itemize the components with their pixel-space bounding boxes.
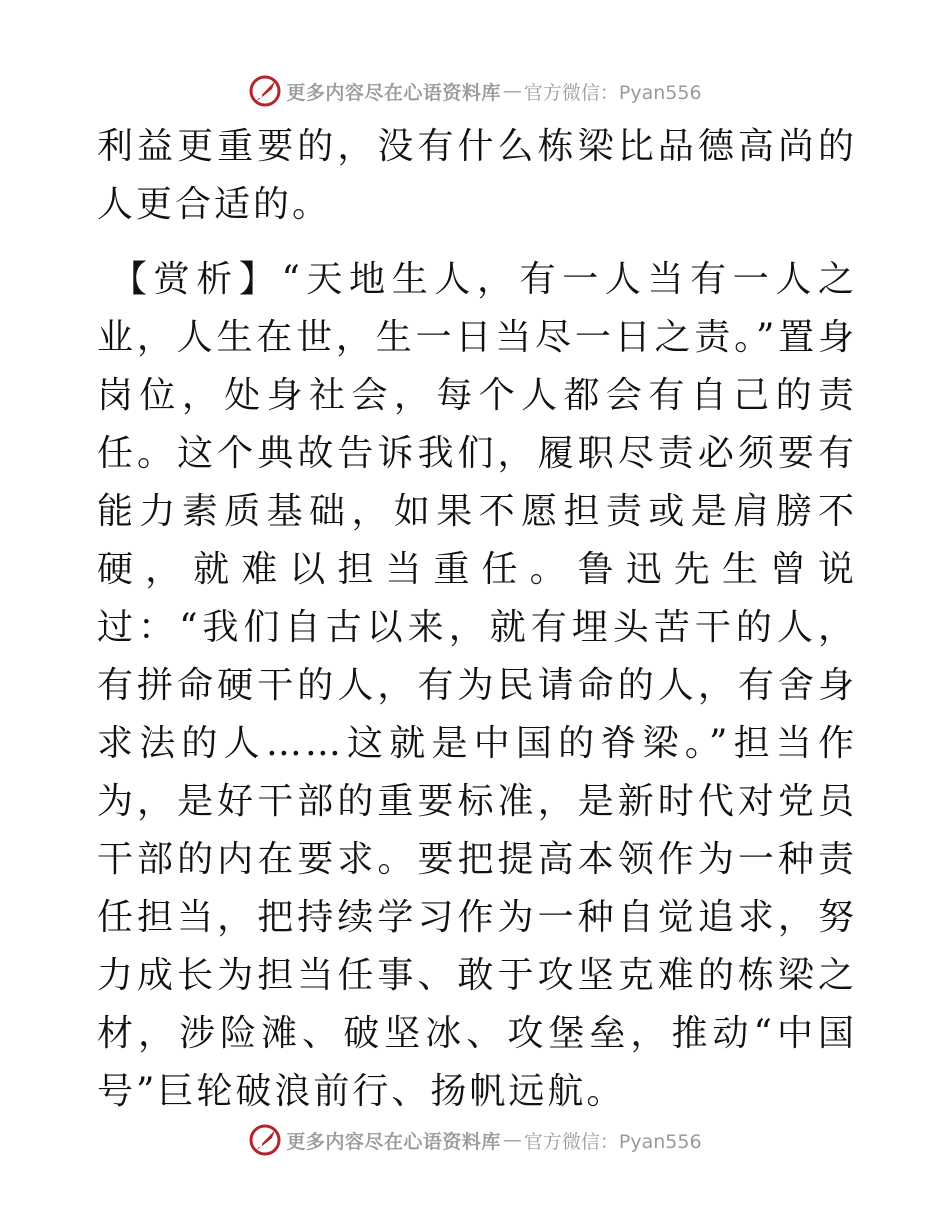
footer-wechat-id: 官方微信：Pyan556 bbox=[523, 1130, 702, 1153]
footer-dash: — bbox=[502, 1129, 522, 1151]
header-wechat-id: 官方微信：Pyan556 bbox=[523, 81, 702, 104]
header-site-name: 更多内容尽在心语资料库 bbox=[286, 81, 501, 104]
paragraph-2-appreciation: 【赏析】“天地生人，有一人当有一人之业，人生在世，生一日当尽一日之责。”置身岗位，处身社会，每个人都会有自己的责任。这个典故告诉我们，履职尽责必须要有能力素质基础，如果不愿担责或是肩膀不硬，就难以担当重任。鲁迅先生曾说过：“我们自古以来，就有埋头苦干的人，有拼命硬干的人，有为民请命的人，有舍身求法的人……这就是中国的脊梁。”担当作为，是好干部的重要标准，是新时代对党员干部的内在要求。要把提高本领作为一种责任担当，把持续学习作为一种自觉追求，努力成长为担当任事、敢于攻坚克难的栋梁之材，涉险滩、破坚冰、攻堡垒，推动“中国号”巨轮破浪前行、扬帆远航。 bbox=[97, 259, 857, 1112]
footer-banner bbox=[0, 1120, 950, 1160]
quill-circle-logo-icon bbox=[248, 74, 282, 108]
paragraph-1: 利益更重要的，没有什么栋梁比品德高尚的人更合适的。 bbox=[97, 126, 857, 225]
document-body bbox=[97, 118, 857, 1121]
header-dash: — bbox=[502, 80, 522, 102]
quill-circle-logo-icon bbox=[248, 1123, 282, 1157]
footer-site-name: 更多内容尽在心语资料库 bbox=[286, 1130, 501, 1153]
header-banner bbox=[0, 71, 950, 111]
